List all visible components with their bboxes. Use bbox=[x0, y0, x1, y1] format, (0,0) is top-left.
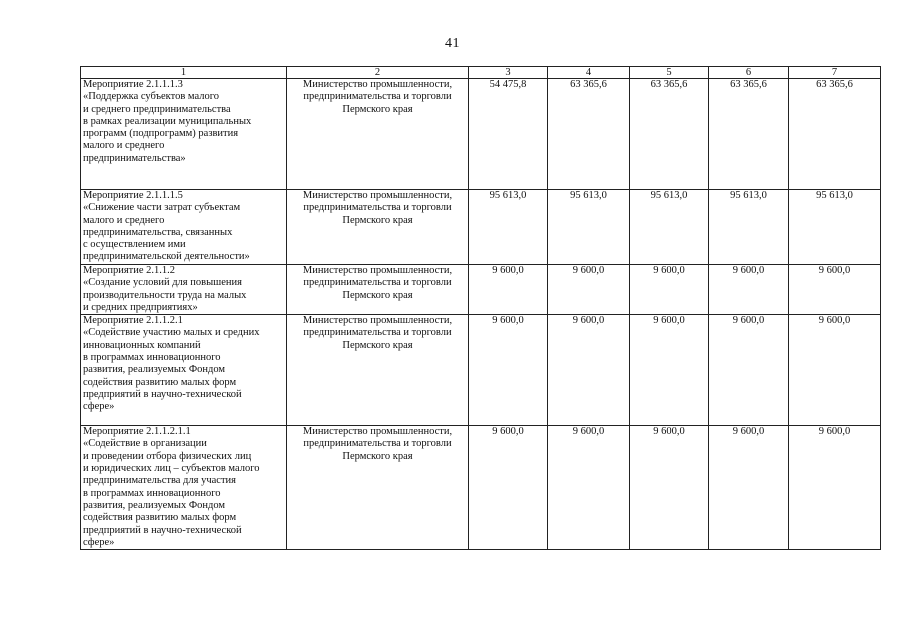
amount-cell: 95 613,0 bbox=[789, 190, 881, 265]
amount-cell: 54 475,8 bbox=[469, 79, 548, 190]
page-number: 41 bbox=[445, 36, 460, 51]
amount-cell: 63 365,6 bbox=[789, 79, 881, 190]
description-line: и средних предприятиях» bbox=[83, 301, 198, 313]
description-line: программ (подпрограмм) развития bbox=[83, 128, 239, 140]
event-description-cell bbox=[81, 190, 287, 265]
responsible-organization-cell bbox=[287, 265, 469, 315]
amount-cell: 9 600,0 bbox=[548, 426, 630, 550]
responsible-organization-cell bbox=[287, 426, 469, 550]
organization-line: Пермского края bbox=[342, 289, 413, 301]
description-line: и проведении отбора физических лиц bbox=[83, 450, 252, 462]
description-line: и среднего предпринимательства bbox=[83, 103, 231, 115]
organization-line: предпринимательства и торговли bbox=[303, 438, 452, 450]
description-line: развития, реализуемых Фондом bbox=[83, 499, 226, 511]
description-line: Мероприятие 2.1.1.2.1 bbox=[83, 315, 183, 327]
organization-line: предпринимательства и торговли bbox=[303, 202, 452, 214]
header-cell: 6 bbox=[709, 67, 789, 79]
amount-cell: 9 600,0 bbox=[548, 315, 630, 426]
table-row bbox=[81, 426, 881, 550]
amount-cell: 95 613,0 bbox=[630, 190, 709, 265]
responsible-organization-cell bbox=[287, 79, 469, 190]
description-line: Мероприятие 2.1.1.1.5 bbox=[83, 190, 183, 201]
amount-cell: 9 600,0 bbox=[630, 265, 709, 315]
amount-cell: 9 600,0 bbox=[469, 315, 548, 426]
description-line: малого и среднего bbox=[83, 214, 165, 226]
amount-cell: 9 600,0 bbox=[709, 265, 789, 315]
amount-cell: 63 365,6 bbox=[630, 79, 709, 190]
responsible-organization-cell bbox=[287, 190, 469, 265]
amount-cell: 9 600,0 bbox=[709, 315, 789, 426]
header-cell: 5 bbox=[630, 67, 709, 79]
description-line: развития, реализуемых Фондом bbox=[83, 364, 226, 376]
description-line: производительности труда на малых bbox=[83, 289, 247, 301]
organization-line: предпринимательства и торговли bbox=[303, 277, 452, 289]
description-line: и юридических лиц – субъектов малого bbox=[83, 463, 260, 475]
amount-cell: 9 600,0 bbox=[789, 426, 881, 550]
description-line: содействия развитию малых форм bbox=[83, 376, 237, 388]
amount-cell: 9 600,0 bbox=[630, 426, 709, 550]
amount-cell: 95 613,0 bbox=[548, 190, 630, 265]
header-cell: 1 bbox=[81, 67, 287, 79]
budget-table bbox=[80, 66, 881, 550]
description-line: инновационных компаний bbox=[83, 339, 201, 351]
description-line: предпринимательства, связанных bbox=[83, 226, 233, 238]
amount-cell: 9 600,0 bbox=[469, 426, 548, 550]
description-line: Мероприятие 2.1.1.2.1.1 bbox=[83, 426, 191, 438]
table-row bbox=[81, 265, 881, 315]
organization-line: предпринимательства и торговли bbox=[303, 327, 452, 339]
amount-cell: 9 600,0 bbox=[789, 315, 881, 426]
table-row bbox=[81, 190, 881, 265]
organization-line: Пермского края bbox=[342, 103, 413, 115]
header-cell: 7 bbox=[789, 67, 881, 79]
amount-cell: 9 600,0 bbox=[469, 265, 548, 315]
table-header-row bbox=[81, 67, 881, 79]
organization-line: предпринимательства и торговли bbox=[303, 91, 452, 103]
description-line: Мероприятие 2.1.1.2 bbox=[83, 265, 176, 276]
description-line: сфере» bbox=[83, 536, 115, 548]
description-line: в программах инновационного bbox=[83, 352, 221, 364]
description-line: предпринимательской деятельности» bbox=[83, 251, 250, 263]
organization-line: Министерство промышленности, bbox=[302, 79, 453, 90]
description-line: предпринимательства для участия bbox=[83, 475, 236, 487]
amount-cell: 63 365,6 bbox=[548, 79, 630, 190]
organization-line: Министерство промышленности, bbox=[302, 265, 453, 276]
description-line: предприятий в научно-технической bbox=[83, 524, 242, 536]
organization-line: Министерство промышленности, bbox=[302, 190, 453, 201]
description-line: Мероприятие 2.1.1.1.3 bbox=[83, 79, 183, 90]
event-description-cell bbox=[81, 79, 287, 190]
description-line: «Поддержка субъектов малого bbox=[83, 91, 220, 103]
table-row bbox=[81, 79, 881, 190]
header-cell: 4 bbox=[548, 67, 630, 79]
amount-cell: 9 600,0 bbox=[709, 426, 789, 550]
organization-line: Пермского края bbox=[342, 450, 413, 462]
amount-cell: 9 600,0 bbox=[789, 265, 881, 315]
description-line: в рамках реализации муниципальных bbox=[83, 115, 252, 127]
table-row bbox=[81, 315, 881, 426]
header-cell: 2 bbox=[287, 67, 469, 79]
amount-cell: 63 365,6 bbox=[709, 79, 789, 190]
organization-line: Министерство промышленности, bbox=[302, 315, 453, 327]
amount-cell: 9 600,0 bbox=[548, 265, 630, 315]
organization-line: Пермского края bbox=[342, 214, 413, 226]
description-line: содействия развитию малых форм bbox=[83, 512, 237, 524]
description-line: «Создание условий для повышения bbox=[83, 277, 242, 289]
description-line: предприятий в научно-технической bbox=[83, 388, 242, 400]
description-line: предпринимательства» bbox=[83, 152, 186, 164]
description-line: «Снижение части затрат субъектам bbox=[83, 202, 241, 214]
description-line: сфере» bbox=[83, 401, 115, 413]
description-line: малого и среднего bbox=[83, 140, 165, 152]
description-line: «Содействие в организации bbox=[83, 438, 207, 450]
event-description-cell bbox=[81, 265, 287, 315]
amount-cell: 95 613,0 bbox=[709, 190, 789, 265]
responsible-organization-cell bbox=[287, 315, 469, 426]
event-description-cell bbox=[81, 426, 287, 550]
description-line: с осуществлением ими bbox=[83, 239, 186, 251]
description-line: в программах инновационного bbox=[83, 487, 221, 499]
organization-line: Пермского края bbox=[342, 339, 413, 351]
description-line: «Содействие участию малых и средних bbox=[83, 327, 260, 339]
organization-line: Министерство промышленности, bbox=[302, 426, 453, 438]
header-cell: 3 bbox=[469, 67, 548, 79]
amount-cell: 9 600,0 bbox=[630, 315, 709, 426]
event-description-cell bbox=[81, 315, 287, 426]
amount-cell: 95 613,0 bbox=[469, 190, 548, 265]
